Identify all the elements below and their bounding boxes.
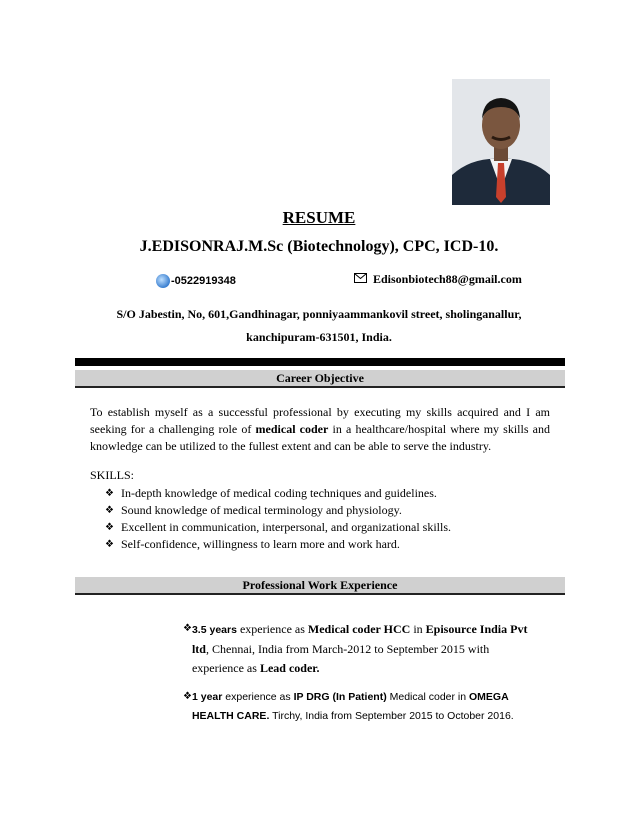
section-header-career-objective: Career Objective xyxy=(75,370,565,388)
divider-rule xyxy=(75,358,565,366)
experience-role: IP DRG (In Patient) xyxy=(293,691,387,703)
experience-years: 1 year xyxy=(191,691,223,703)
objective-text-end: in a healthcare/hospital where my skills and knowledge can be utilized to the fullest extent and can be able to serve the industry. xyxy=(90,422,550,453)
list-item xyxy=(105,485,451,502)
experience-company: OMEGA HEALTH CARE. xyxy=(191,691,509,722)
experience-text-3: , Chennai, India from March-2012 to September 2015 with experience as xyxy=(191,642,490,675)
phone-globe-icon xyxy=(156,274,170,288)
skill-text: Excellent in communication, interpersonal, and organizational skills. xyxy=(121,520,452,534)
diamond-bullet-icon: ❖ xyxy=(105,522,114,533)
experience-text-1: experience as xyxy=(236,622,308,636)
objective-highlight: medical coder xyxy=(255,422,329,436)
diamond-bullet-icon: ❖ xyxy=(105,539,114,550)
diamond-bullet-icon: ❖ xyxy=(105,505,114,516)
list-item xyxy=(105,519,451,536)
phone-number: -0522919348 xyxy=(171,275,236,287)
envelope-icon xyxy=(354,272,367,287)
candidate-name: J.EDISONRAJ.M.Sc (Biotechnology), CPC, ICD-10. xyxy=(139,238,499,255)
objective-paragraph xyxy=(90,404,550,455)
experience-role-2: Lead coder. xyxy=(259,661,320,675)
diamond-bullet-icon: ❖ xyxy=(183,691,192,702)
experience-text-2: in xyxy=(410,622,426,636)
experience-list xyxy=(183,620,543,726)
email-contact xyxy=(354,272,522,287)
experience-text xyxy=(192,688,543,726)
address-line-2: kanchipuram-631501, India. xyxy=(246,330,392,344)
skills-label: SKILLS: xyxy=(90,468,135,482)
skill-text: Self-confidence, willingness to learn more and work hard. xyxy=(121,537,400,551)
list-item xyxy=(105,502,451,519)
list-item xyxy=(183,688,543,726)
page-title: RESUME xyxy=(282,208,356,227)
profile-photo xyxy=(452,79,550,205)
address-line-1: S/O Jabestin, No, 601,Gandhinagar, ponniyaammankovil street, sholinganallur, xyxy=(116,307,522,321)
section-header-professional-experience: Professional Work Experience xyxy=(75,577,565,595)
objective-text: To establish myself as a successful professional by executing my skills acquired and I am seeking for a challenging role of xyxy=(90,405,550,436)
experience-text xyxy=(192,620,543,678)
experience-text-3: Tirchy, India from September 2015 to October 2016. xyxy=(269,710,514,722)
diamond-bullet-icon: ❖ xyxy=(105,488,114,499)
skill-text: Sound knowledge of medical terminology and physiology. xyxy=(121,503,402,517)
experience-text-2: Medical coder in xyxy=(386,691,470,703)
email-address: Edisonbiotech88@gmail.com xyxy=(373,272,522,286)
experience-text-1: experience as xyxy=(222,691,294,703)
phone-contact xyxy=(156,274,236,288)
experience-years: 3.5 years xyxy=(191,624,237,636)
list-item xyxy=(183,620,543,678)
skills-list xyxy=(105,485,451,553)
skill-text: In-depth knowledge of medical coding techniques and guidelines. xyxy=(121,486,437,500)
experience-company: Episource India Pvt ltd xyxy=(191,622,528,656)
list-item xyxy=(105,536,451,553)
person-portrait xyxy=(452,79,550,205)
experience-role: Medical coder HCC xyxy=(307,622,411,636)
diamond-bullet-icon: ❖ xyxy=(183,623,192,634)
